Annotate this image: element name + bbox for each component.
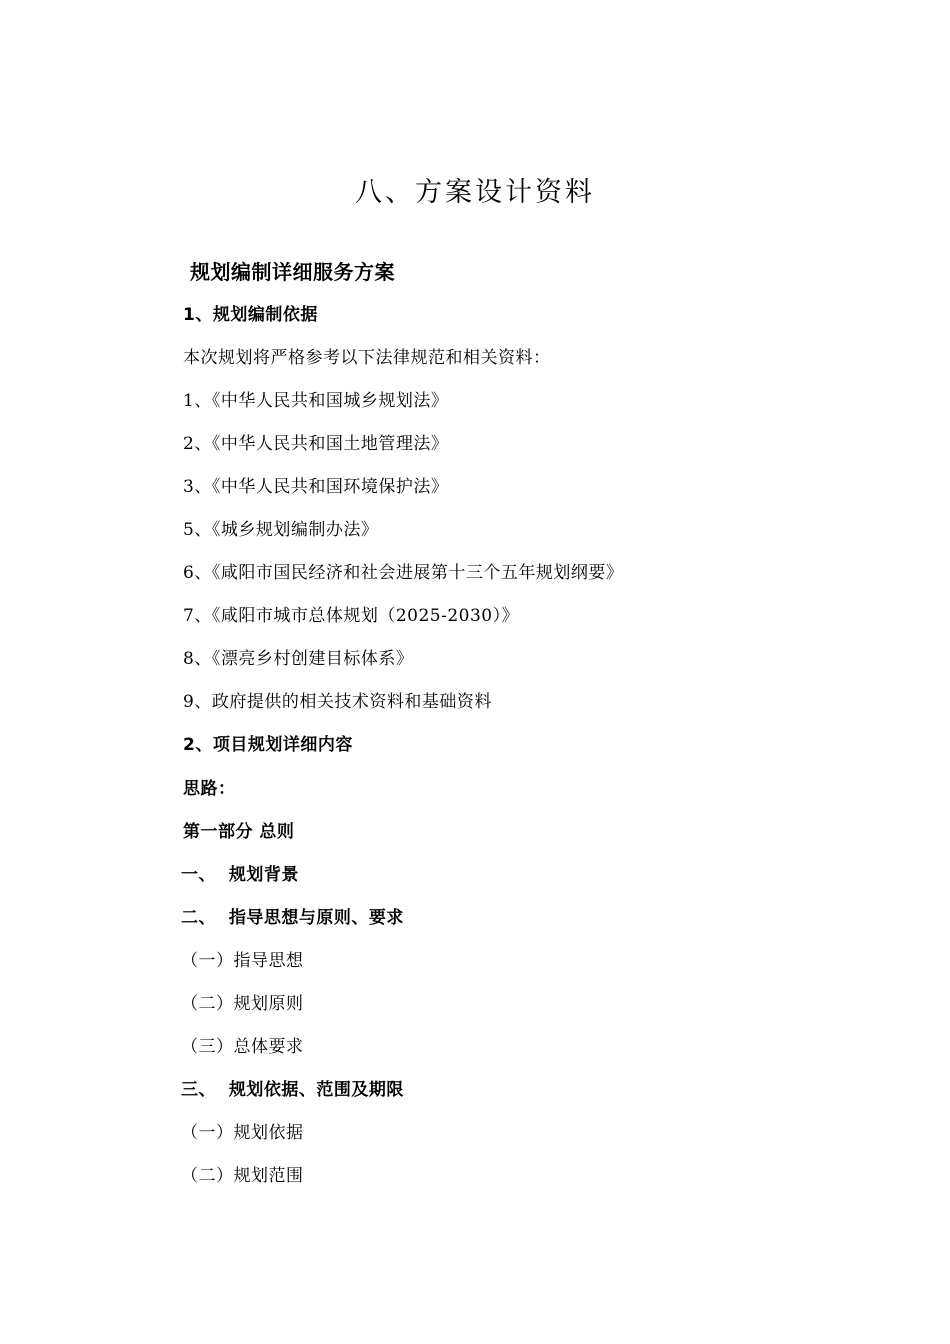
basis-item: 7、《咸阳市城市总体规划（2025-2030）》 [183, 606, 520, 626]
outline-subitem: （一）指导思想 [181, 951, 304, 971]
outline-subitem: （二）规划原则 [181, 994, 304, 1014]
basis-item: 2、《中华人民共和国土地管理法》 [183, 434, 449, 454]
document-heading: 规划编制详细服务方案 [190, 260, 395, 284]
basis-item: 5、《城乡规划编制办法》 [183, 520, 379, 540]
outline-item: 二、 指导思想与原则、要求 [181, 908, 404, 928]
basis-item: 1、《中华人民共和国城乡规划法》 [183, 391, 449, 411]
page-title: 八、方案设计资料 [355, 177, 595, 208]
section-heading-basis: 1、规划编制依据 [183, 305, 318, 325]
part-heading: 第一部分 总则 [183, 822, 295, 842]
basis-item: 9、政府提供的相关技术资料和基础资料 [183, 692, 492, 712]
basis-item: 3、《中华人民共和国环境保护法》 [183, 477, 449, 497]
basis-item: 8、《漂亮乡村创建目标体系》 [183, 649, 414, 669]
outline-subitem: （二）规划范围 [181, 1166, 304, 1186]
outline-subitem: （一）规划依据 [181, 1123, 304, 1143]
basis-item: 6、《咸阳市国民经济和社会进展第十三个五年规划纲要》 [183, 563, 624, 583]
outline-subitem: （三）总体要求 [181, 1037, 304, 1057]
section-heading-content: 2、项目规划详细内容 [183, 735, 353, 755]
basis-intro: 本次规划将严格参考以下法律规范和相关资料： [183, 348, 551, 368]
idea-label: 思路： [183, 779, 236, 799]
outline-item: 一、 规划背景 [181, 865, 299, 885]
outline-item: 三、 规划依据、范围及期限 [181, 1080, 404, 1100]
